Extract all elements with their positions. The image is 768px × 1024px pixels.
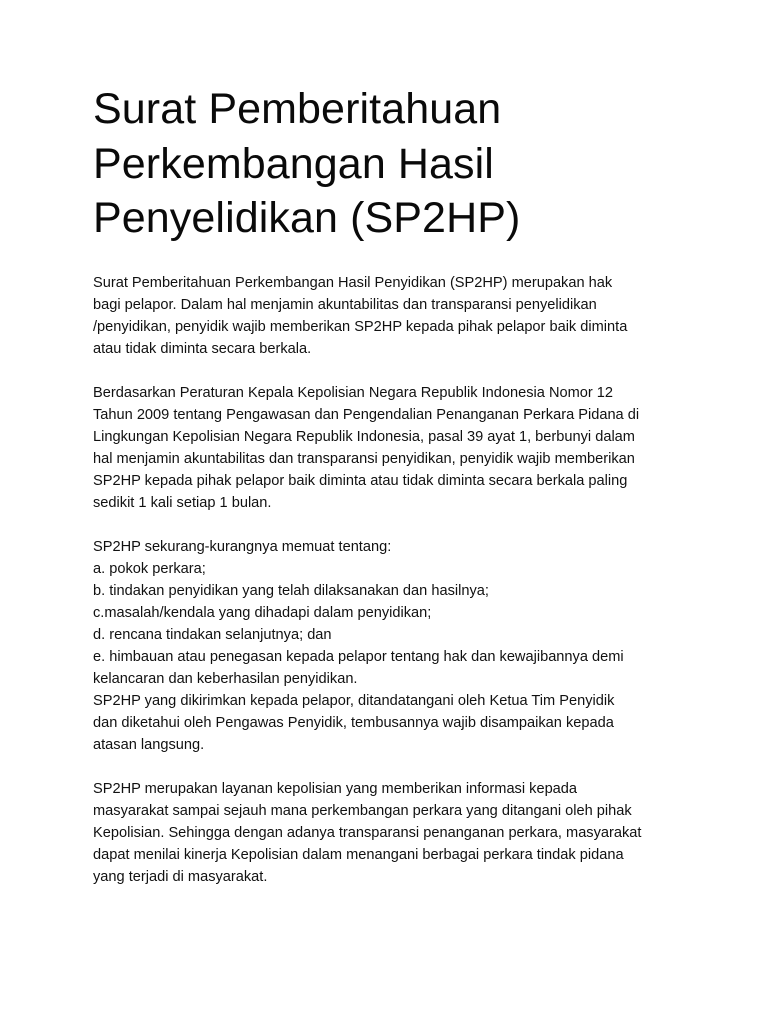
text-line: dan diketahui oleh Pengawas Penyidik, tembusannya wajib disampaikan kepada	[93, 714, 614, 731]
list-item: a. pokok perkara;	[93, 560, 206, 577]
list-item: d. rencana tindakan selanjutnya; dan	[93, 626, 332, 643]
text-line: Kepolisian. Sehingga dengan adanya transparansi penanganan perkara, masyarakat	[93, 824, 642, 841]
document-page	[93, 82, 693, 888]
text-line: hal menjamin akuntabilitas dan transparansi penyidikan, penyidik wajib memberikan	[93, 450, 635, 467]
text-line: masyarakat sampai sejauh mana perkembangan perkara yang ditangani oleh pihak	[93, 802, 632, 819]
text-line: atau tidak diminta secara berkala.	[93, 340, 312, 357]
intro-paragraph	[93, 272, 693, 360]
text-line: Surat Pemberitahuan Perkembangan Hasil Penyidikan (SP2HP) merupakan hak	[93, 274, 613, 291]
text-line: Tahun 2009 tentang Pengawasan dan Pengendalian Penanganan Perkara Pidana di	[93, 406, 640, 423]
list-item: kelancaran dan keberhasilan penyidikan.	[93, 670, 358, 687]
list-item: e. himbauan atau penegasan kepada pelapor tentang hak dan kewajibannya demi	[93, 648, 624, 665]
text-line: dapat menilai kinerja Kepolisian dalam menangani berbagai perkara tindak pidana	[93, 846, 624, 863]
text-line: yang terjadi di masyarakat.	[93, 868, 268, 885]
text-line: SP2HP merupakan layanan kepolisian yang memberikan informasi kepada	[93, 780, 578, 797]
list-item: b. tindakan penyidikan yang telah dilaksanakan dan hasilnya;	[93, 582, 489, 599]
regulation-paragraph	[93, 382, 693, 514]
title-line: Penyelidikan (SP2HP)	[93, 194, 521, 242]
text-line: Berdasarkan Peraturan Kepala Kepolisian Negara Republik Indonesia Nomor 12	[93, 384, 614, 401]
text-line: bagi pelapor. Dalam hal menjamin akuntabilitas dan transparansi penyelidikan	[93, 296, 597, 313]
document-title	[93, 82, 693, 246]
contents-list-paragraph	[93, 536, 693, 756]
text-line: /penyidikan, penyidik wajib memberikan SP2HP kepada pihak pelapor baik diminta	[93, 318, 628, 335]
title-line: Perkembangan Hasil	[93, 139, 494, 188]
text-line: atasan langsung.	[93, 736, 205, 753]
text-line: sedikit 1 kali setiap 1 bulan.	[93, 494, 272, 511]
text-line: SP2HP sekurang-kurangnya memuat tentang:	[93, 538, 392, 555]
text-line: SP2HP kepada pihak pelapor baik diminta atau tidak diminta secara berkala paling	[93, 472, 628, 489]
list-item: c.masalah/kendala yang dihadapi dalam penyidikan;	[93, 604, 432, 621]
service-paragraph	[93, 778, 693, 888]
title-line: Surat Pemberitahuan	[93, 85, 502, 133]
text-line: SP2HP yang dikirimkan kepada pelapor, ditandatangani oleh Ketua Tim Penyidik	[93, 692, 615, 709]
text-line: Lingkungan Kepolisian Negara Republik Indonesia, pasal 39 ayat 1, berbunyi dalam	[93, 428, 635, 445]
